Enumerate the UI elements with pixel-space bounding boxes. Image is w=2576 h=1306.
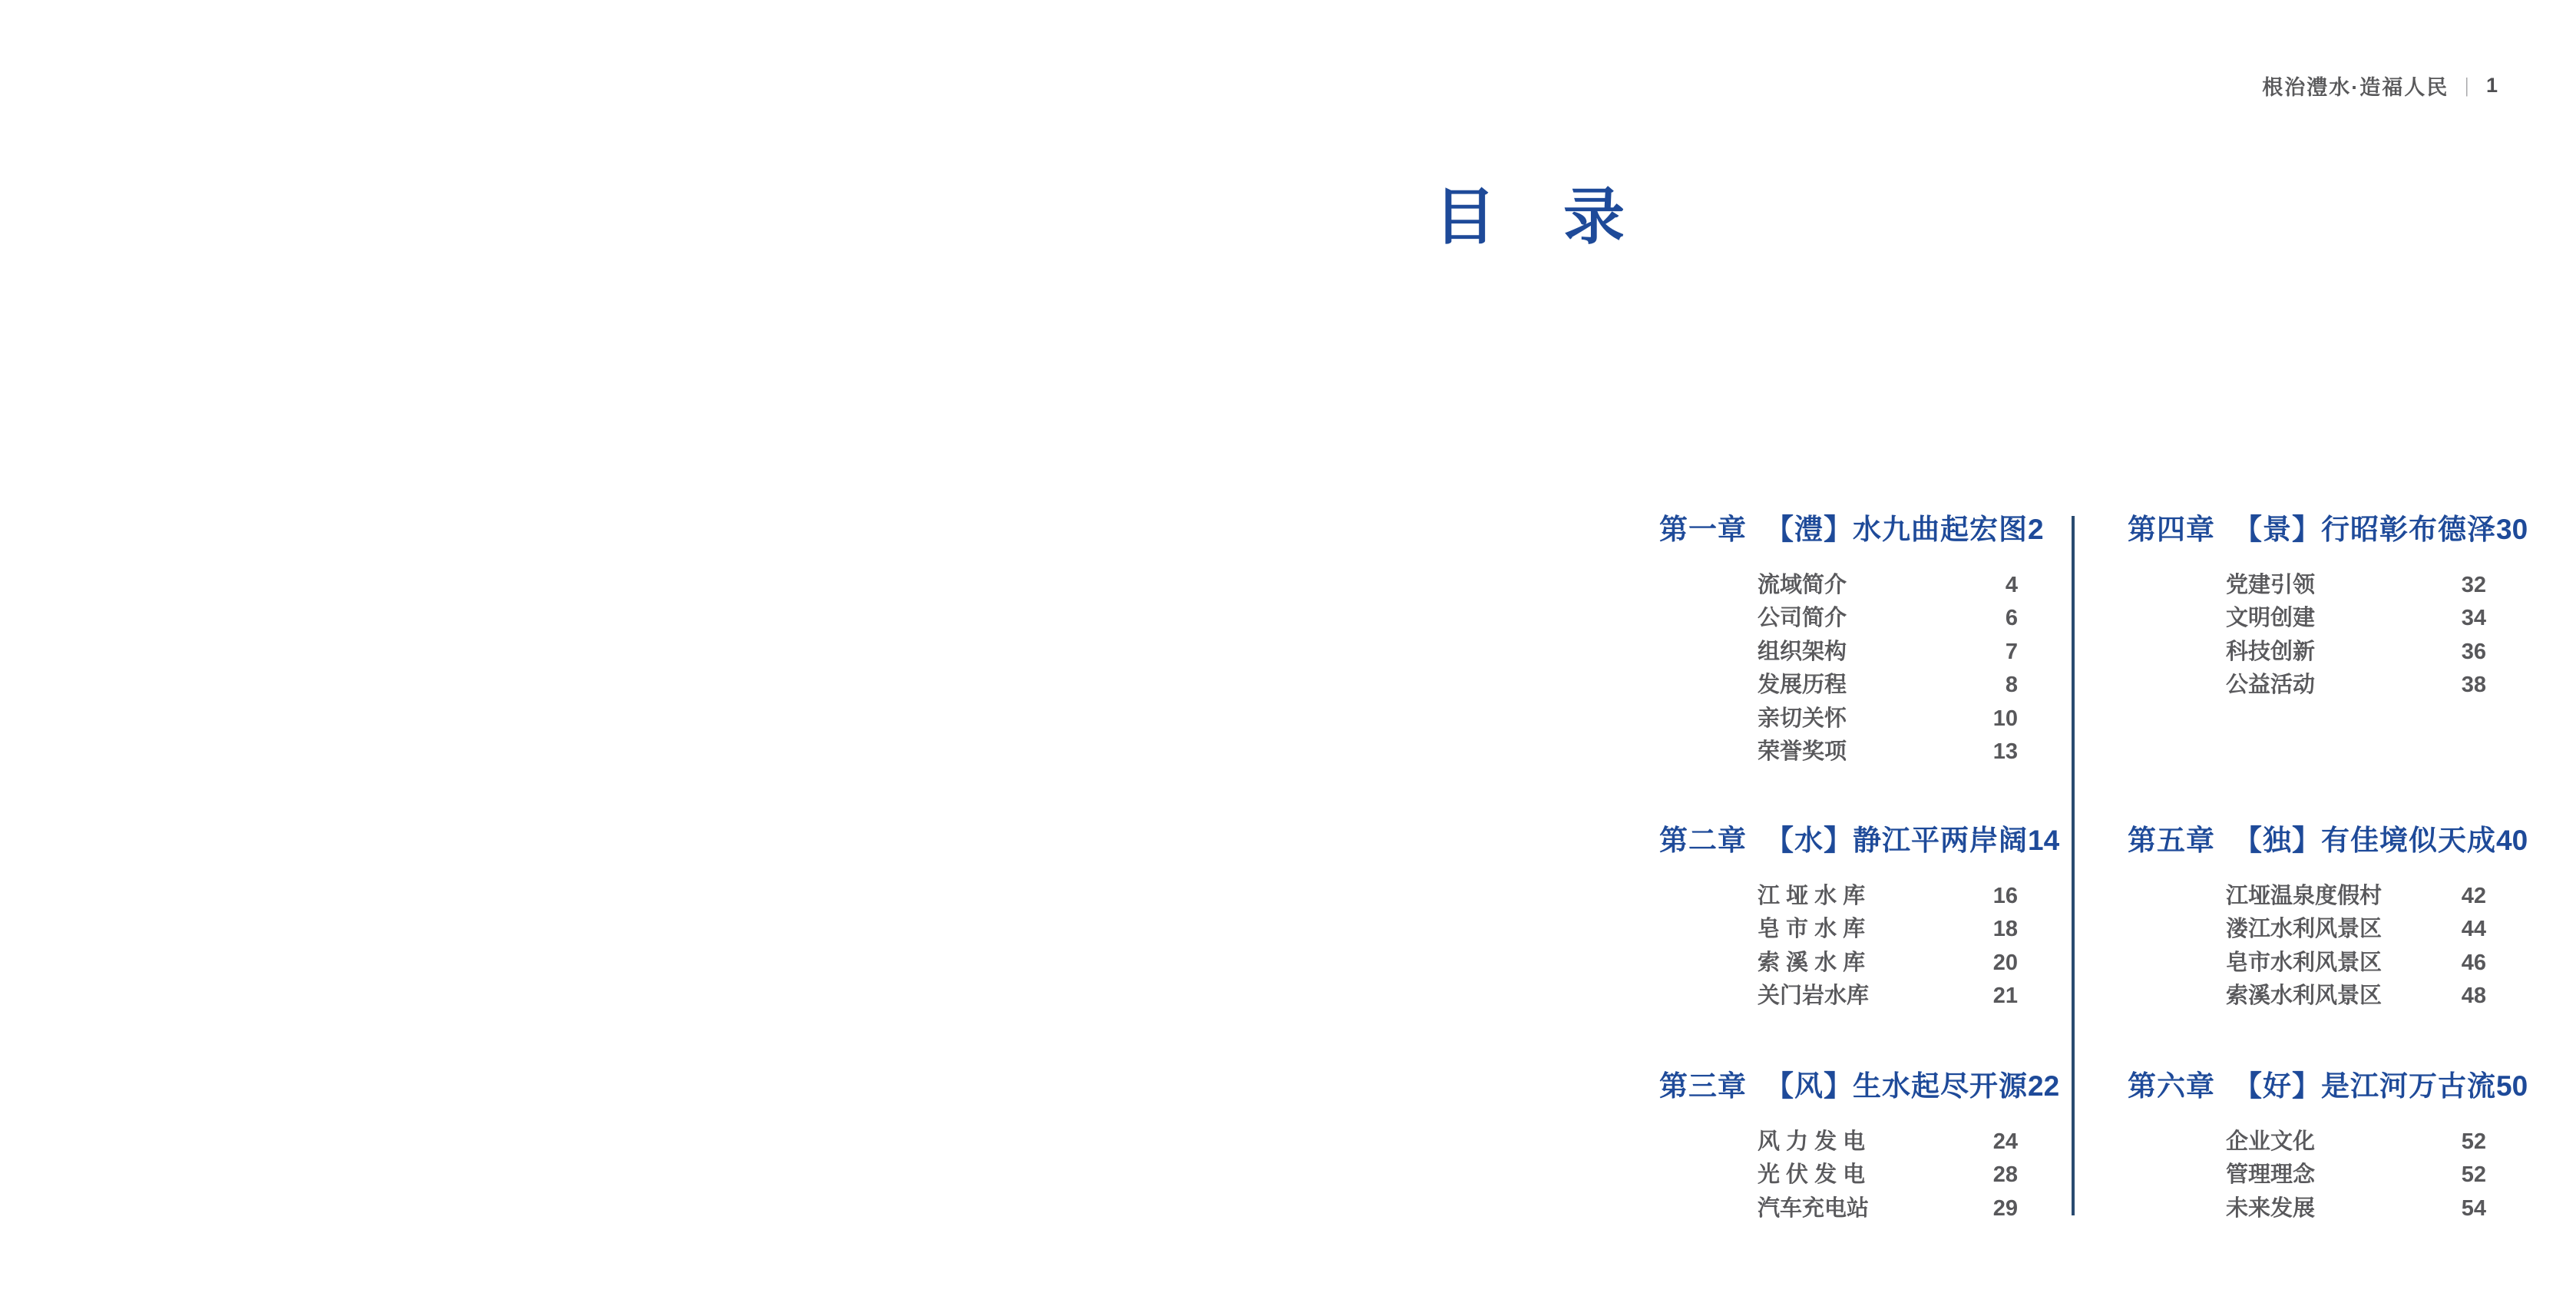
- toc-entry: [1758, 703, 2018, 736]
- toc-entry-label: 索溪水利风景区: [2226, 984, 2383, 1009]
- toc-entry-page-number: 44: [2461, 917, 2486, 942]
- toc-entry-label: 公益活动: [2226, 673, 2316, 698]
- toc-entry: [1758, 1159, 2018, 1192]
- chapter-title: 【水】静江平两岸阔: [1765, 825, 2028, 856]
- chapter-page-number: 50: [2496, 1070, 2528, 1102]
- chapter-block: [1659, 822, 2060, 1013]
- toc-entry-label: 流域简介: [1758, 573, 1847, 597]
- toc-entry: [2226, 947, 2486, 980]
- chapter-number-label: 第二章: [1659, 825, 1747, 856]
- toc-entry: [1758, 602, 2018, 635]
- chapter-page-number: 14: [2028, 825, 2060, 856]
- chapter-title: 【独】有佳境似天成: [2234, 825, 2496, 856]
- toc-entry-page-number: 42: [2461, 884, 2486, 908]
- toc-entry-label: 索 溪 水 库: [1758, 950, 1866, 975]
- toc-entry-label: 管理理念: [2226, 1162, 2316, 1188]
- toc-entry: [1758, 980, 2018, 1013]
- toc-entry: [2226, 669, 2486, 702]
- chapter-heading: [2128, 511, 2528, 549]
- toc-entry-page-number: 4: [2005, 573, 2018, 597]
- chapter-heading: [1659, 511, 2044, 549]
- toc-entry-page-number: 46: [2461, 950, 2486, 975]
- toc-entry-page-number: 16: [1992, 884, 2018, 908]
- toc-entry-page-number: 52: [2461, 1129, 2486, 1154]
- toc-entry-page-number: 18: [1992, 917, 2018, 942]
- chapter-number-label: 第六章: [2128, 1070, 2215, 1102]
- toc-entry-label: 皂市水利风景区: [2226, 950, 2383, 975]
- toc-entry-page-number: 21: [1992, 984, 2018, 1009]
- chapter-entry-list: [1659, 880, 2018, 1013]
- toc-entry-label: 公司简介: [1758, 606, 1847, 631]
- chapter-page-number: 2: [2028, 514, 2044, 545]
- chapter-title: 【澧】水九曲起宏图: [1765, 514, 2028, 545]
- chapter-block: [1659, 1067, 2060, 1225]
- header-motto: 根治澧水·造福人民: [2262, 76, 2449, 99]
- toc-entry: [2226, 569, 2486, 602]
- toc-entry-label: 江垭温泉度假村: [2226, 884, 2383, 908]
- toc-column-right: [2128, 511, 2528, 1248]
- toc-entry: [1758, 1126, 2018, 1159]
- toc-entry-label: 企业文化: [2226, 1129, 2316, 1154]
- toc-entry: [2226, 636, 2486, 669]
- toc-entry: [2226, 880, 2486, 913]
- toc-entry-page-number: 29: [1992, 1195, 2018, 1221]
- toc-entry-page-number: 54: [2461, 1195, 2486, 1221]
- toc-entry-label: 溇江水利风景区: [2226, 917, 2383, 942]
- toc-entry-page-number: 36: [2461, 639, 2486, 664]
- toc-entry-label: 发展历程: [1758, 673, 1847, 698]
- chapter-number-label: 第四章: [2128, 514, 2215, 545]
- toc-entry: [2226, 913, 2486, 946]
- toc-entry: [1758, 669, 2018, 702]
- page-title: 目 录: [1434, 183, 1628, 251]
- chapter-block: [1659, 511, 2044, 769]
- toc-entry-page-number: 34: [2461, 606, 2486, 631]
- toc-entry-page-number: 10: [1992, 706, 2018, 731]
- toc-entry: [1758, 636, 2018, 669]
- chapter-heading: [2128, 822, 2528, 860]
- toc-column-left: [1659, 511, 2060, 1248]
- toc-entry-page-number: 20: [1992, 950, 2018, 975]
- toc-entry-page-number: 13: [1992, 739, 2018, 765]
- toc-entry-label: 未来发展: [2226, 1195, 2316, 1221]
- toc-entry: [1758, 880, 2018, 913]
- toc-entry-page-number: 8: [2005, 673, 2018, 698]
- toc-entry: [2226, 980, 2486, 1013]
- toc-entry-page-number: 32: [2461, 573, 2486, 597]
- toc-entry-label: 汽车充电站: [1758, 1195, 1870, 1221]
- toc-entry-label: 荣誉奖项: [1758, 739, 1847, 765]
- header-page-number: 1: [2485, 74, 2499, 97]
- chapter-page-number: 22: [2028, 1070, 2060, 1102]
- toc-entry: [2226, 1126, 2486, 1159]
- chapter-entry-list: [2128, 569, 2486, 703]
- chapter-page-number: 40: [2496, 825, 2528, 856]
- toc-entry: [1758, 1192, 2018, 1225]
- toc-entry: [2226, 1192, 2486, 1225]
- chapter-title: 【风】生水起尽开源: [1765, 1070, 2028, 1102]
- toc-entry-label: 科技创新: [2226, 639, 2316, 664]
- toc-entry-label: 亲切关怀: [1758, 706, 1847, 731]
- toc-entry-page-number: 7: [2005, 639, 2018, 664]
- toc-entry: [1758, 913, 2018, 946]
- chapter-number-label: 第五章: [2128, 825, 2215, 856]
- toc-entry: [2226, 1159, 2486, 1192]
- chapter-block: [2128, 1067, 2528, 1225]
- toc-entry-label: 江 垭 水 库: [1758, 884, 1866, 908]
- chapter-title: 【景】行昭彰布德泽: [2234, 514, 2496, 545]
- chapter-number-label: 第一章: [1659, 514, 1747, 545]
- toc-entry-page-number: 38: [2461, 673, 2486, 698]
- toc-entry-page-number: 24: [1992, 1129, 2018, 1154]
- toc-entry-page-number: 28: [1992, 1162, 2018, 1188]
- toc-entry: [1758, 947, 2018, 980]
- toc-entry-label: 光 伏 发 电: [1758, 1162, 1866, 1188]
- toc-entry-label: 党建引领: [2226, 573, 2316, 597]
- chapter-title: 【好】是江河万古流: [2234, 1070, 2496, 1102]
- chapter-heading: [2128, 1067, 2528, 1106]
- toc-entry-page-number: 48: [2461, 984, 2486, 1009]
- running-header: [2262, 71, 2499, 101]
- toc-entry: [1758, 569, 2018, 602]
- chapter-block: [2128, 511, 2528, 703]
- chapter-entry-list: [2128, 880, 2486, 1013]
- toc-entry: [1758, 736, 2018, 769]
- chapter-heading: [1659, 1067, 2060, 1106]
- chapter-entry-list: [2128, 1126, 2486, 1225]
- toc-entry: [2226, 602, 2486, 635]
- toc-entry-label: 皂 市 水 库: [1758, 917, 1866, 942]
- toc-entry-label: 风 力 发 电: [1758, 1129, 1866, 1154]
- chapter-block: [2128, 822, 2528, 1013]
- toc-entry-label: 组织架构: [1758, 639, 1847, 664]
- header-separator: |: [2465, 74, 2470, 97]
- chapter-page-number: 30: [2496, 514, 2528, 545]
- toc-entry-page-number: 52: [2461, 1162, 2486, 1188]
- toc-entry-page-number: 6: [2005, 606, 2018, 631]
- column-divider: [2072, 516, 2075, 1215]
- toc-entry-label: 关门岩水库: [1758, 984, 1870, 1009]
- toc-entry-label: 文明创建: [2226, 606, 2316, 631]
- chapter-entry-list: [1659, 1126, 2018, 1225]
- chapter-entry-list: [1659, 569, 2018, 769]
- chapter-heading: [1659, 822, 2060, 860]
- chapter-number-label: 第三章: [1659, 1070, 1747, 1102]
